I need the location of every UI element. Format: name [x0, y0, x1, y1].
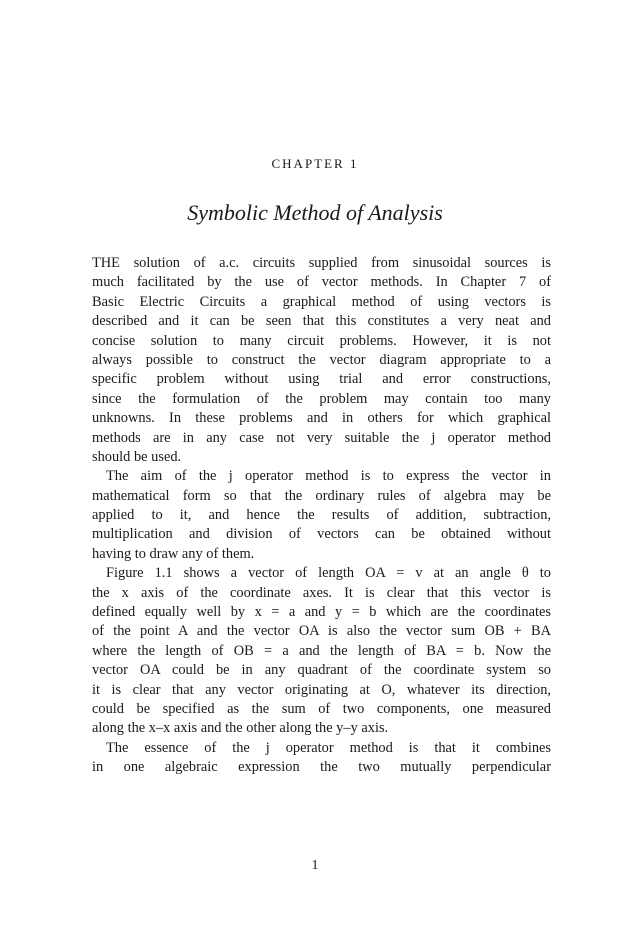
text-line: much facilitated by the use of vector methods. In Chapter 7 of [92, 274, 551, 291]
text-line: applied to it, and hence the results of addition, subtraction, [92, 507, 551, 524]
text-line: mathematical form so that the ordinary rules of algebra may be [92, 487, 551, 504]
text-line: where the length of OB = a and the length of BA = b. Now the [92, 642, 551, 659]
text-line: along the x–x axis and the other along the y–y axis. [92, 720, 389, 737]
text-line: THE solution of a.c. circuits supplied from sinusoidal sources is [92, 255, 551, 271]
text-line: described and it can be seen that this constitutes a very neat and [92, 313, 551, 330]
text-line: Figure 1.1 shows a vector of length OA = v at an angle θ to [106, 565, 551, 582]
text-line: Basic Electric Circuits a graphical method of using vectors is [92, 293, 551, 310]
text-line: of the point A and the vector OA is also the vector sum OB + BA [92, 623, 551, 640]
text-line: it is clear that any vector originating at O, whatever its direction, [92, 681, 551, 698]
text-line: concise solution to many circuit problems. However, it is not [92, 332, 551, 349]
text-line: could be specified as the sum of two components, one measured [92, 700, 551, 717]
text-line: The essence of the j operator method is that it combines [106, 739, 551, 756]
chapter-title: Symbolic Method of Analysis [187, 200, 443, 225]
text-line: the x axis of the coordinate axes. It is clear that this vector is [92, 584, 551, 601]
chapter-label: CHAPTER 1 [271, 156, 359, 171]
text-line: multiplication and division of vectors can be obtained without [92, 526, 551, 543]
text-line: should be used. [92, 448, 182, 465]
body-text [92, 254, 551, 778]
text-line: having to draw any of them. [92, 545, 255, 562]
text-line: in one algebraic expression the two mutually perpendicular [92, 759, 551, 776]
text-line: always possible to construct the vector diagram appropriate to a [92, 351, 551, 368]
text-line: specific problem without using trial and error constructions, [92, 371, 551, 388]
text-line: defined equally well by x = a and y = b which are the coordinates [92, 604, 551, 621]
text-line: since the formulation of the problem may contain too many [92, 390, 551, 407]
text-line: The aim of the j operator method is to express the vector in [106, 468, 551, 485]
page-number: 1 [311, 858, 319, 873]
text-line: vector OA could be in any quadrant of the coordinate system so [92, 662, 551, 679]
text-line: methods are in any case not very suitable the j operator method [92, 429, 551, 446]
text-line: unknowns. In these problems and in others for which graphical [92, 410, 551, 427]
